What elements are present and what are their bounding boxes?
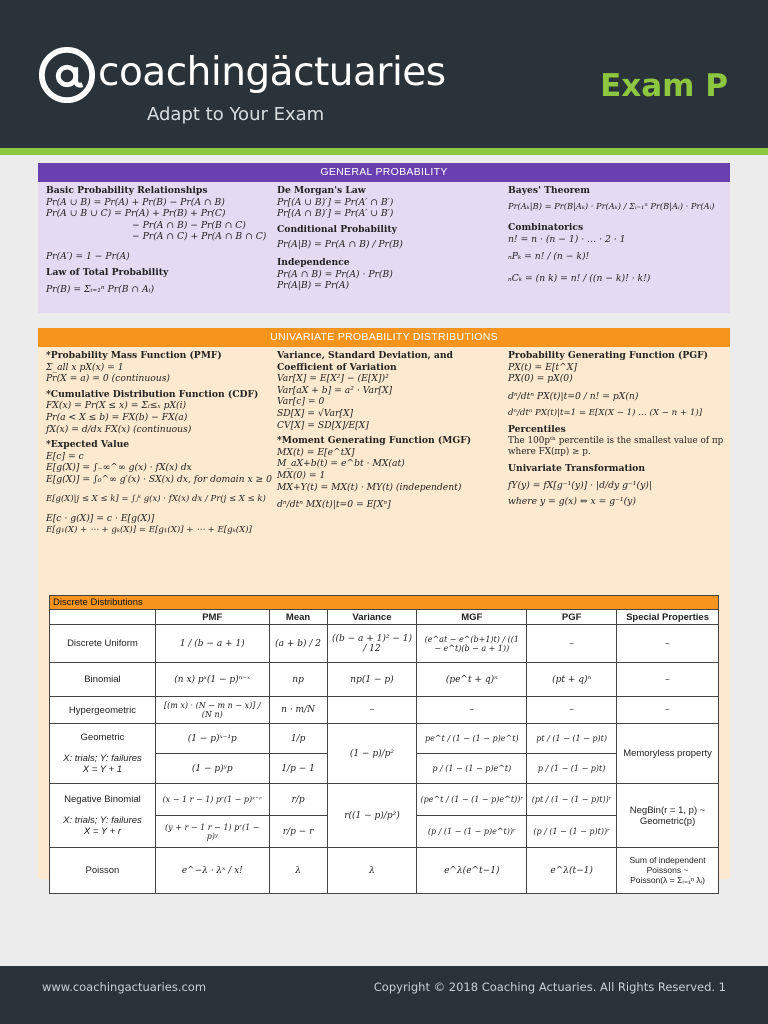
footer-bar <box>0 966 768 1024</box>
column-header: PGF <box>527 610 617 625</box>
formula: Var[c] = 0 <box>277 396 325 408</box>
general-probability-section <box>38 163 730 313</box>
column-header: Variance <box>327 610 417 625</box>
mean-cell: 1/p − 1 <box>269 754 327 784</box>
mgf-cell: e^λ(e^t−1) <box>417 848 527 894</box>
column <box>277 185 505 292</box>
variance-cell: λ <box>327 848 417 894</box>
pmf-cell: (x − 1 r − 1) pʳ(1 − p)ˣ⁻ʳ <box>155 784 269 816</box>
formula: Pr[(A ∪ B)′] = Pr(A′ ∩ B′) <box>277 196 394 208</box>
table-row <box>50 697 719 724</box>
formula: Pr[(A ∩ B)′] = Pr(A′ ∪ B′) <box>277 208 394 220</box>
mgf-cell: (p / (1 − (1 − p)e^t))ʳ <box>417 816 527 848</box>
exam-title: Exam P <box>600 68 728 104</box>
mean-cell: 1/p <box>269 724 327 754</box>
formula: CV[X] = SD[X]/E[X] <box>277 419 369 431</box>
table-row <box>50 848 719 894</box>
heading: Basic Probability Relationships <box>46 185 208 196</box>
pgf-cell: p / (1 − (1 − p)t) <box>527 754 617 784</box>
name-text: Geometric <box>80 732 125 743</box>
formula: Pr(Aₖ|B) = Pr(B|Aₖ) · Pr(Aₖ) / Σᵢ₌₁ⁿ Pr(B|Aᵢ) · Pr(Aᵢ) <box>508 200 715 211</box>
mean-cell: r/p <box>269 784 327 816</box>
heading: Law of Total Probability <box>46 266 169 278</box>
heading: *Expected Value <box>46 439 130 451</box>
formula: MX+Y(t) = MX(t) · MY(t) (independent) <box>277 481 462 493</box>
note-text: X = Y + r <box>83 826 122 837</box>
special-cell: – <box>617 625 719 663</box>
column-header: MGF <box>417 610 527 625</box>
distribution-name <box>50 724 156 784</box>
formula: ₙPₖ = n! / (n − k)! <box>508 251 590 263</box>
formula: Pr(A|B) = Pr(A) <box>277 280 350 292</box>
formula: E[c] = c <box>46 450 84 462</box>
discrete-distributions-table <box>49 595 719 894</box>
special-text: Sum of independent <box>629 855 706 865</box>
univariate-distributions-section <box>38 328 730 885</box>
pgf-cell: pt / (1 − (1 − p)t) <box>527 724 617 754</box>
special-cell <box>617 784 719 848</box>
formula: dⁿ/dtⁿ PX(t)|t=1 = E[X(X − 1) … (X − n + 1)] <box>508 408 703 419</box>
mean-cell: λ <box>269 848 327 894</box>
header-stripe <box>0 148 768 155</box>
formula: Var[aX + b] = a² · Var[X] <box>277 384 393 396</box>
formula: − Pr(A ∩ B) − Pr(B ∩ C) <box>132 219 246 231</box>
column-header: Special Properties <box>617 610 719 625</box>
special-text: Poissons ~ <box>646 865 689 875</box>
heading: Independence <box>277 256 350 268</box>
formula: Pr(A ∩ B) = Pr(A) · Pr(B) <box>277 268 393 280</box>
column-header: PMF <box>155 610 269 625</box>
header-bar <box>0 0 768 148</box>
pmf-cell: (1 − p)ʸp <box>155 754 269 784</box>
column-header: Mean <box>269 610 327 625</box>
heading: Univariate Transformation <box>508 462 645 474</box>
column <box>277 350 505 511</box>
mgf-cell: – <box>417 697 527 724</box>
formula: MX(0) = 1 <box>277 469 326 481</box>
pgf-cell: – <box>527 625 617 663</box>
formula: fY(y) = fX[g⁻¹(y)] · |d/dy g⁻¹(y)| <box>508 480 652 492</box>
table-title: Discrete Distributions <box>50 596 719 610</box>
formula: fX(x) = d/dx FX(x) (continuous) <box>46 423 192 435</box>
formula: ₙCₖ = (n k) = n! / ((n − k)! · k!) <box>508 272 651 284</box>
variance-cell: np(1 − p) <box>327 663 417 697</box>
table-row <box>50 724 719 754</box>
distribution-name <box>50 784 156 848</box>
pgf-cell: (pt + q)ⁿ <box>527 663 617 697</box>
section-title: GENERAL PROBABILITY <box>38 163 730 182</box>
distribution-name: Poisson <box>50 848 156 894</box>
pmf-cell: (n x) pˣ(1 − p)ⁿ⁻ˣ <box>155 663 269 697</box>
mgf-cell: pe^t / (1 − (1 − p)e^t) <box>417 724 527 754</box>
formula: Pr(A ∪ B ∪ C) = Pr(A) + Pr(B) + Pr(C) <box>46 208 226 220</box>
pmf-cell: [(m x) · (N − m n − x)] / (N n) <box>155 697 269 724</box>
formula: PX(t) = E[t^X] <box>508 361 577 373</box>
special-cell: Memoryless property <box>617 724 719 784</box>
formula: E[c · g(X)] = c · E[g(X)] <box>46 513 155 525</box>
brand-name: coachingäctuaries <box>98 50 446 95</box>
special-text: NegBin(r = 1, p) ~ <box>629 804 706 816</box>
formula: dⁿ/dtⁿ MX(t)|t=0 = E[Xⁿ] <box>277 499 391 511</box>
distribution-name: Binomial <box>50 663 156 697</box>
formula: SD[X] = √Var[X] <box>277 407 354 419</box>
pmf-cell: (y + r − 1 r − 1) pʳ(1 − p)ʸ <box>155 816 269 848</box>
heading: *Probability Mass Function (PMF) <box>46 350 222 361</box>
note-text: X = Y + 1 <box>82 764 123 775</box>
at-sign-logo-icon <box>38 46 96 104</box>
formula: E[g(X)] = ∫₋∞^∞ g(x) · fX(x) dx <box>46 462 192 474</box>
mgf-cell: (e^at − e^(b+1)t) / ((1 − e^t)(b − a + 1)) <box>417 625 527 663</box>
tagline: Adapt to Your Exam <box>147 104 325 125</box>
heading: Variance, Standard Deviation, and <box>277 350 453 361</box>
column <box>46 350 274 536</box>
special-text: Poisson(λ = Σᵢ₌₁ⁿ λᵢ) <box>630 875 705 885</box>
column-header <box>50 610 156 625</box>
section-title: UNIVARIATE PROBABILITY DISTRIBUTIONS <box>38 328 730 347</box>
section-body <box>38 347 730 885</box>
special-cell: – <box>617 663 719 697</box>
variance-cell: ((b − a + 1)² − 1) / 12 <box>327 625 417 663</box>
formula: Pr(X = a) = 0 (continuous) <box>46 373 170 385</box>
mgf-cell: (pe^t / (1 − (1 − p)e^t))ʳ <box>417 784 527 816</box>
heading: *Cumulative Distribution Function (CDF) <box>46 388 259 400</box>
variance-cell: r((1 − p)/p²) <box>327 784 417 848</box>
pmf-cell: 1 / (b − a + 1) <box>155 625 269 663</box>
section-body <box>38 182 730 313</box>
special-cell <box>617 848 719 894</box>
text: where FX(πp) ≥ p. <box>508 447 591 458</box>
distribution-name: Hypergeometric <box>50 697 156 724</box>
formula: where y = g(x) ⇔ x = g⁻¹(y) <box>508 495 636 507</box>
pgf-cell: (p / (1 − (1 − p)t))ʳ <box>527 816 617 848</box>
formula: Pr(A|B) = Pr(A ∩ B) / Pr(B) <box>277 239 403 251</box>
column <box>46 185 274 296</box>
heading: Combinatorics <box>508 222 584 234</box>
column <box>508 185 728 285</box>
note-text: X: trials; Y: failures <box>63 815 142 826</box>
heading: *Moment Generating Function (MGF) <box>277 435 472 447</box>
special-cell: – <box>617 697 719 724</box>
formula: dⁿ/dtⁿ PX(t)|t=0 / n! = pX(n) <box>508 390 639 402</box>
table-row <box>50 784 719 816</box>
heading: Percentiles <box>508 423 566 435</box>
note-text: X: trials; Y: failures <box>63 753 142 764</box>
pgf-cell: – <box>527 697 617 724</box>
heading: Probability Generating Function (PGF) <box>508 350 709 361</box>
mean-cell: r/p − r <box>269 816 327 848</box>
formula: E[g₁(X) + ⋯ + gₖ(X)] = E[g₁(X)] + ⋯ + E[gₖ(X)] <box>46 524 252 535</box>
text: The 100pᵗʰ percentile is the smallest value of πp <box>508 435 724 446</box>
special-text: Geometric(p) <box>639 815 696 827</box>
pmf-cell: (1 − p)ˣ⁻¹p <box>155 724 269 754</box>
pmf-cell: e^−λ · λˣ / x! <box>155 848 269 894</box>
mgf-cell: p / (1 − (1 − p)e^t) <box>417 754 527 784</box>
distribution-name: Discrete Uniform <box>50 625 156 663</box>
formula: Σ_all x pX(x) = 1 <box>46 361 124 373</box>
formula: PX(0) = pX(0) <box>508 373 573 385</box>
table-row <box>50 663 719 697</box>
formula: FX(x) = Pr(X ≤ x) = Σᵢ≤ₓ pX(i) <box>46 400 187 412</box>
variance-cell: (1 − p)/p² <box>327 724 417 784</box>
pgf-cell: (pt / (1 − (1 − p)t))ʳ <box>527 784 617 816</box>
formula: E[g(X)|j ≤ X ≤ k] = ∫ⱼᵏ g(x) · fX(x) dx / Pr(j ≤ X ≤ k) <box>46 493 266 504</box>
formula: E[g(X)] = ∫₀^∞ g′(x) · SX(x) dx, for domain x ≥ 0 <box>46 473 273 485</box>
mean-cell: n · m/N <box>269 697 327 724</box>
mean-cell: np <box>269 663 327 697</box>
heading: Conditional Probability <box>277 223 397 235</box>
formula: Pr(A′) = 1 − Pr(A) <box>46 250 130 262</box>
formula: Pr(a < X ≤ b) = FX(b) − FX(a) <box>46 411 188 423</box>
heading: Coefficient of Variation <box>277 361 397 373</box>
table-header-row <box>50 610 719 625</box>
pgf-cell: e^λ(t−1) <box>527 848 617 894</box>
formula: n! = n · (n − 1) · … · 2 · 1 <box>508 233 626 245</box>
variance-cell: – <box>327 697 417 724</box>
mean-cell: (a + b) / 2 <box>269 625 327 663</box>
copyright-text: Copyright © 2018 Coaching Actuaries. All Rights Reserved. 1 <box>373 980 726 994</box>
heading: De Morgan's Law <box>277 185 366 196</box>
name-text: Negative Binomial <box>64 794 141 805</box>
formula: − Pr(A ∩ C) + Pr(A ∩ B ∩ C) <box>132 231 267 243</box>
column <box>508 350 728 508</box>
formula: Var[X] = E[X²] − (E[X])² <box>277 373 389 385</box>
website-link[interactable]: www.coachingactuaries.com <box>42 980 207 994</box>
formula: Pr(B) = Σᵢ₌₁ⁿ Pr(B ∩ Aᵢ) <box>46 284 155 296</box>
formula: Pr(A ∪ B) = Pr(A) + Pr(B) − Pr(A ∩ B) <box>46 196 225 208</box>
mgf-cell: (pe^t + q)ⁿ <box>417 663 527 697</box>
heading: Bayes' Theorem <box>508 185 590 196</box>
table-row <box>50 625 719 663</box>
formula: M_aX+b(t) = e^bt · MX(at) <box>277 458 405 470</box>
formula: MX(t) = E[e^tX] <box>277 446 355 458</box>
